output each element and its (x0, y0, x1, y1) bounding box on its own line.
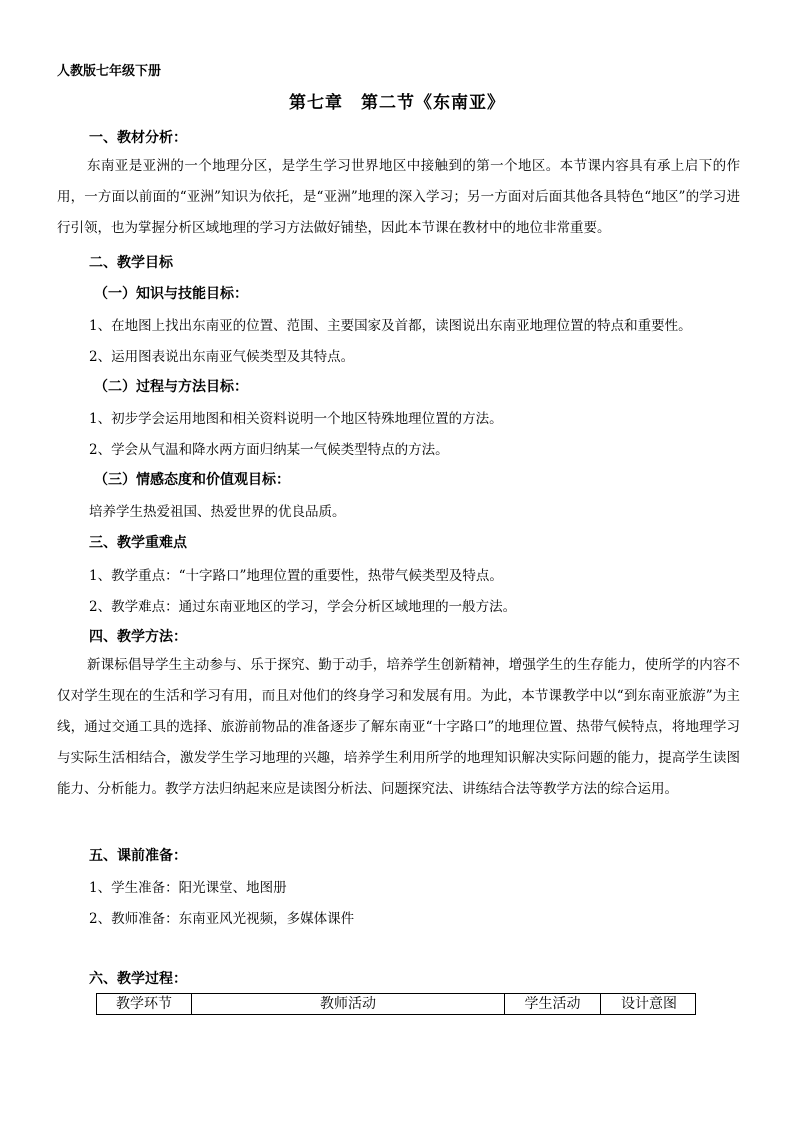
table-header-cell: 教师活动 (192, 994, 505, 1014)
table-header-cell: 教学环节 (97, 994, 192, 1014)
page-title: 第七章 第二节《东南亚》 (289, 93, 505, 113)
section-heading-process: 六、教学过程： (89, 971, 187, 987)
objective-item: 1、在地图上找出东南亚的位置、范围、主要国家及首都，读图说出东南亚地理位置的特点和重要性。 (89, 318, 692, 334)
objective-item: 2、运用图表说出东南亚气候类型及其特点。 (89, 349, 355, 365)
section-heading-objectives: 二、教学目标 (89, 255, 173, 271)
materials-paragraph: 东南亚是亚洲的一个地理分区，是学生学习世界地区中接触到的第一个地区。本节课内容具有承上启下的作用，一方面以前面的“亚洲”知识为依托，是“亚洲”地理的深入学习；另一方面对后面其他各具特色“地区”的学习进行引领，也为掌握分析区域地理的学习方法做好铺垫，因此本节课在教材中的地位非常重要。 (57, 158, 740, 236)
key-point-item: 2、教学难点：通过东南亚地区的学习，学会分析区域地理的一般方法。 (89, 599, 517, 615)
section-heading-preparation: 五、课前准备： (89, 848, 187, 864)
objective-item: 2、学会从气温和降水两方面归纳某一气候类型特点的方法。 (89, 442, 449, 458)
objective-item: 1、初步学会运用地图和相关资料说明一个地区特殊地理位置的方法。 (89, 411, 503, 427)
publisher-label: 人教版七年级下册 (57, 64, 162, 79)
subheading-knowledge: （一）知识与技能目标： (94, 286, 248, 302)
section-heading-materials: 一、教材分析： (89, 130, 187, 146)
table-header-cell: 设计意图 (621, 996, 677, 1012)
subheading-process: （二）过程与方法目标： (94, 379, 248, 395)
section-heading-key-points: 三、教学重难点 (89, 535, 187, 551)
teaching-process-table (96, 993, 696, 1015)
key-point-item: 1、教学重点：“十字路口”地理位置的重要性，热带气候类型及特点。 (89, 568, 503, 584)
subheading-attitude: （三）情感态度和价值观目标： (94, 472, 290, 488)
section-heading-methods: 四、教学方法： (89, 629, 187, 645)
table-header-cell: 学生活动 (505, 994, 601, 1014)
methods-paragraph: 新课标倡导学生主动参与、乐于探究、勤于动手，培养学生创新精神，增强学生的生存能力，使所学的内容不仅对学生现在的生活和学习有用，而且对他们的终身学习和发展有用。为此，本节课教学中以“到东南亚旅游”为主线，通过交通工具的选择、旅游前物品的准备逐步了解东南亚“十字路口”的地理位置、热带气候特点，将地理学习与实际生活相结合，激发学生学习地理的兴趣，培养学生利用所学的地理知识解决实际问题的能力，提高学生读图能力、分析能力。教学方法归纳起来应是读图分析法、问题探究法、讲练结合法等教学方法的综合运用。 (57, 657, 740, 797)
objective-item: 培养学生热爱祖国、热爱世界的优良品质。 (89, 504, 346, 520)
preparation-item: 1、学生准备：阳光课堂、地图册 (89, 880, 287, 896)
preparation-item: 2、教师准备：东南亚风光视频，多媒体课件 (89, 911, 355, 927)
